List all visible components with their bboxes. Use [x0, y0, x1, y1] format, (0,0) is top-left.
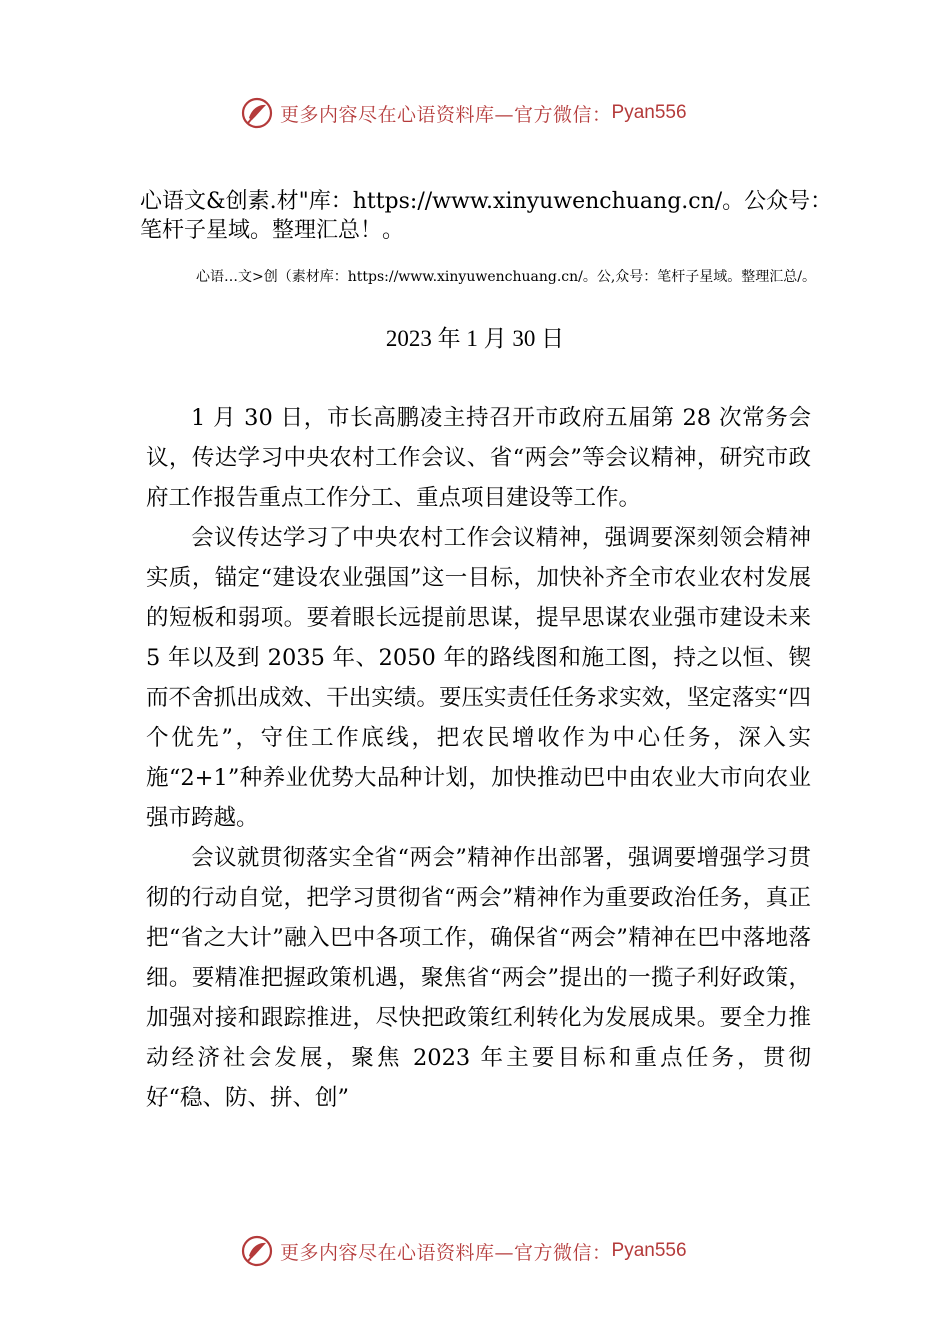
source-note-secondary: 心语…文>创（素材库：https://www.xinyuwenchuang.cn/。公,众号：笔杆子星域。整理汇总/。: [196, 269, 817, 285]
paragraph: 会议传达学习了中央农村工作会议精神，强调要深刻领会精神实质，锚定“建设农业强国”这一目标，加快补齐全市农业农村发展的短板和弱项。要着眼长远提前思谋，提早思谋农业强市建设未来 5 年以及到 2035 年、2050 年的路线图和施工图，持之以恒、锲而不舍抓出成效、干出实绩。要压实责任任务求实效，坚定落实“四个优先”，守住工作底线，把农民增收作为中心任务，深入实施“2+1”种养业优势大品种计划，加快推动巴中由农业大市向农业强市跨越。: [146, 525, 811, 831]
paragraph: 会议就贯彻落实全省“两会”精神作出部署，强调要增强学习贯彻的行动自觉，把学习贯彻省“两会”精神作为重要政治任务，真正把“省之大计”融入巴中各项工作，确保省“两会”精神在巴中落地落细。要精准把握政策机遇，聚焦省“两会”提出的一揽子利好政策，加强对接和跟踪推进，尽快把政策红利转化为发展成果。要全力推动经济社会发展，聚焦 2023 年主要目标和重点任务，贯彻好“稳、防、拼、创”: [146, 845, 811, 1111]
banner-text: 更多内容尽在心语资料库—官方微信：: [280, 1241, 612, 1264]
footer-banner: [0, 1231, 950, 1271]
banner-text: 更多内容尽在心语资料库—官方微信：: [280, 103, 612, 126]
brand-logo-icon: [240, 1234, 274, 1268]
document-date: 2023 年 1 月 30 日: [385, 326, 565, 351]
banner-wechat-id: Pyan556: [611, 1240, 687, 1261]
banner-wechat-id: Pyan556: [611, 102, 687, 123]
paragraph: 1 月 30 日，市长高鹏凌主持召开市政府五届第 28 次常务会议，传达学习中央农村工作会议、省“两会”等会议精神，研究市政府工作报告重点工作分工、重点项目建设等工作。: [146, 405, 811, 511]
document-body: [146, 398, 811, 1118]
brand-logo-icon: [240, 96, 274, 130]
source-note-primary: 心语文&创素.材"库：https://www.xinyuwenchuang.cn/。公众号：笔杆子星域。整理汇总！。: [140, 189, 833, 243]
header-banner: [0, 93, 950, 133]
